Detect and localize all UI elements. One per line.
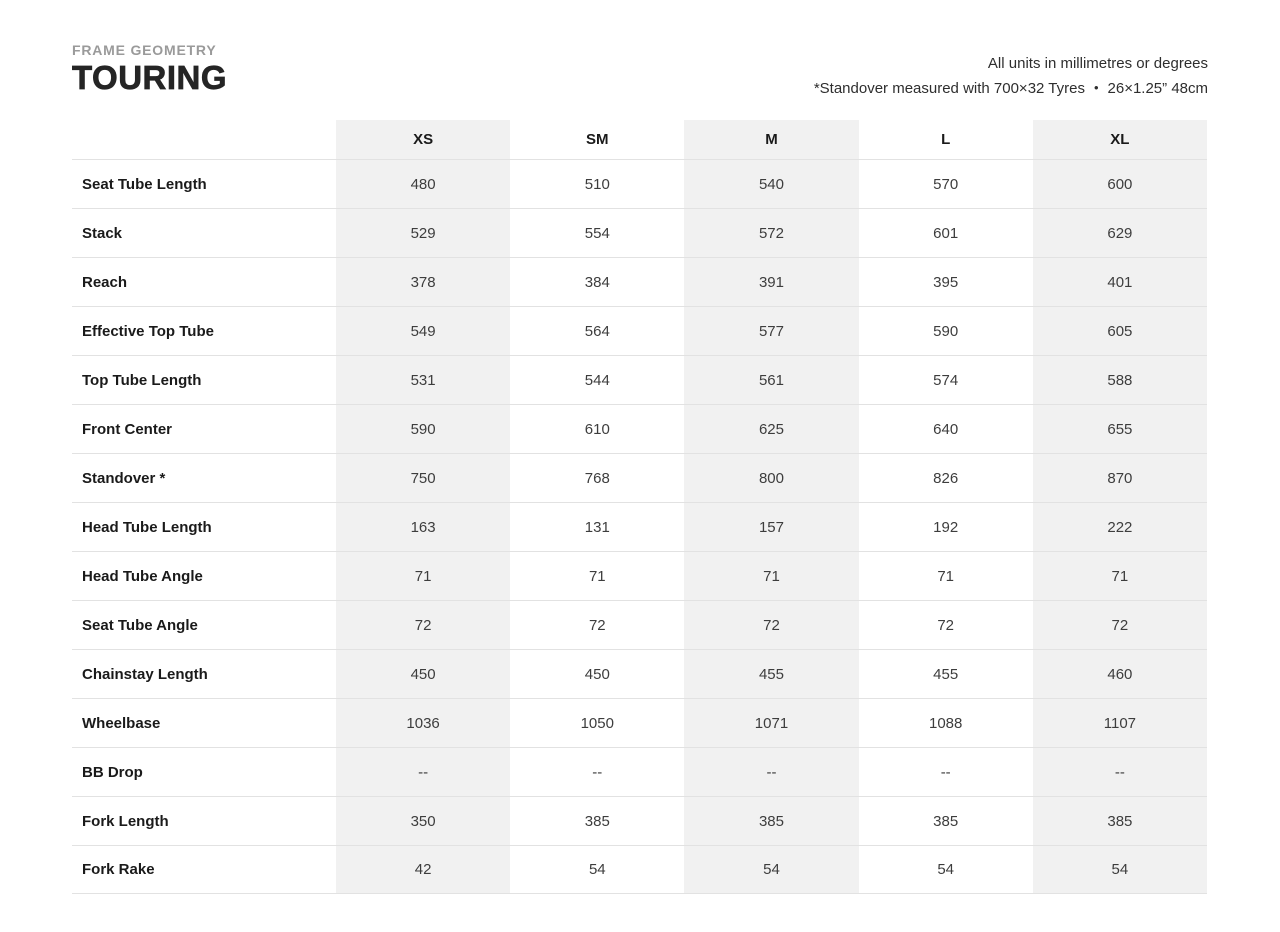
cell-value: 455	[933, 665, 959, 683]
table-row	[72, 600, 1207, 649]
table-row	[72, 502, 1207, 551]
standover-note	[814, 76, 1208, 101]
row-label: Fork Rake	[82, 861, 155, 878]
row-label: Front Center	[82, 420, 172, 438]
cell-value: 72	[1033, 601, 1207, 649]
cell-value: 350	[336, 797, 510, 845]
table-row	[72, 551, 1207, 600]
row-label: Seat Tube Angle	[82, 616, 198, 634]
table-row	[72, 208, 1207, 257]
standover-note-suffix: 26×1.25” 48cm	[1107, 80, 1208, 97]
cell-value: 540	[684, 160, 858, 208]
cell-value: 71	[937, 567, 955, 585]
row-label: Standover *	[82, 469, 166, 487]
cell-value: 42	[336, 846, 510, 893]
row-label: Seat Tube Length	[82, 175, 207, 193]
cell-value: 71	[684, 552, 858, 600]
cell-value: 54	[588, 861, 606, 878]
cell-value: 378	[336, 258, 510, 306]
cell-value: 72	[588, 616, 606, 634]
table-row	[72, 257, 1207, 306]
cell-value: 131	[584, 518, 610, 536]
row-label: Top Tube Length	[82, 371, 202, 389]
cell-value: 554	[584, 224, 610, 242]
row-label: BB Drop	[82, 763, 143, 781]
cell-value: 71	[1033, 552, 1207, 600]
table-row	[72, 306, 1207, 355]
table-header-row	[72, 120, 1207, 159]
cell-value: 54	[684, 846, 858, 893]
cell-value: 385	[684, 797, 858, 845]
table-row	[72, 649, 1207, 698]
geometry-table	[72, 120, 1207, 894]
cell-value: 54	[1033, 846, 1207, 893]
bullet-separator: •	[1093, 80, 1099, 95]
units-note: All units in millimetres or degrees	[987, 55, 1208, 72]
cell-value: 1107	[1033, 699, 1207, 747]
column-header-m: M	[684, 120, 858, 159]
column-header-l: L	[941, 131, 951, 148]
row-label: Wheelbase	[82, 714, 161, 732]
cell-value: 549	[336, 307, 510, 355]
cell-value: 54	[937, 861, 955, 878]
cell-value: 1071	[684, 699, 858, 747]
table-row	[72, 404, 1207, 453]
cell-value: 800	[684, 454, 858, 502]
cell-value: 510	[584, 175, 610, 193]
cell-value: 385	[933, 812, 959, 830]
cell-value: 600	[1033, 160, 1207, 208]
cell-value: 71	[588, 567, 606, 585]
column-header-sm: SM	[586, 131, 609, 148]
cell-value: 455	[684, 650, 858, 698]
cell-value: 629	[1033, 209, 1207, 257]
cell-value: 625	[684, 405, 858, 453]
cell-value: 588	[1033, 356, 1207, 404]
row-label: Chainstay Length	[82, 665, 208, 683]
cell-value: 1088	[929, 714, 963, 732]
cell-value: 544	[584, 371, 610, 389]
cell-value: 750	[336, 454, 510, 502]
cell-value: 480	[336, 160, 510, 208]
cell-value: 450	[584, 665, 610, 683]
page-header	[72, 42, 1208, 101]
table-row	[72, 845, 1207, 894]
cell-value: --	[592, 763, 603, 781]
cell-value: 870	[1033, 454, 1207, 502]
row-label: Fork Length	[82, 812, 169, 830]
cell-value: 605	[1033, 307, 1207, 355]
cell-value: 72	[336, 601, 510, 649]
cell-value: --	[336, 748, 510, 796]
cell-value: 590	[336, 405, 510, 453]
title-block	[72, 42, 227, 95]
cell-value: 574	[933, 371, 959, 389]
cell-value: 529	[336, 209, 510, 257]
cell-value: --	[1033, 748, 1207, 796]
cell-value: 395	[933, 273, 959, 291]
cell-value: 384	[584, 273, 610, 291]
cell-value: 1050	[580, 714, 614, 732]
cell-value: 385	[584, 812, 610, 830]
cell-value: 157	[684, 503, 858, 551]
cell-value: 391	[684, 258, 858, 306]
cell-value: 450	[336, 650, 510, 698]
table-row	[72, 355, 1207, 404]
cell-value: 460	[1033, 650, 1207, 698]
table-row	[72, 698, 1207, 747]
cell-value: --	[684, 748, 858, 796]
cell-value: 577	[684, 307, 858, 355]
cell-value: 1036	[336, 699, 510, 747]
cell-value: 192	[933, 518, 959, 536]
cell-value: 610	[584, 420, 610, 438]
cell-value: 564	[584, 322, 610, 340]
cell-value: --	[940, 763, 951, 781]
table-row	[72, 453, 1207, 502]
cell-value: 826	[933, 469, 959, 487]
cell-value: 570	[933, 175, 959, 193]
row-label: Head Tube Length	[82, 518, 212, 536]
column-header-xs: XS	[336, 120, 510, 159]
cell-value: 601	[933, 224, 959, 242]
cell-value: 222	[1033, 503, 1207, 551]
row-label: Stack	[82, 224, 123, 242]
section-eyebrow: FRAME GEOMETRY	[72, 42, 217, 58]
cell-value: 385	[1033, 797, 1207, 845]
cell-value: 640	[933, 420, 959, 438]
table-row	[72, 159, 1207, 208]
row-label: Head Tube Angle	[82, 567, 203, 585]
cell-value: 590	[933, 322, 959, 340]
page-title: TOURING	[72, 59, 228, 96]
cell-value: 163	[336, 503, 510, 551]
standover-note-prefix: *Standover measured with 700×32 Tyres	[813, 80, 1085, 97]
column-header-xl: XL	[1033, 120, 1207, 159]
row-label: Reach	[82, 273, 128, 291]
cell-value: 768	[584, 469, 610, 487]
cell-value: 531	[336, 356, 510, 404]
cell-value: 655	[1033, 405, 1207, 453]
cell-value: 72	[684, 601, 858, 649]
notes-block	[814, 52, 1208, 101]
cell-value: 71	[336, 552, 510, 600]
cell-value: 401	[1033, 258, 1207, 306]
table-row	[72, 747, 1207, 796]
row-label: Effective Top Tube	[82, 322, 214, 340]
cell-value: 572	[684, 209, 858, 257]
cell-value: 72	[937, 616, 955, 634]
cell-value: 561	[684, 356, 858, 404]
table-row	[72, 796, 1207, 845]
header-corner-cell	[72, 120, 336, 159]
